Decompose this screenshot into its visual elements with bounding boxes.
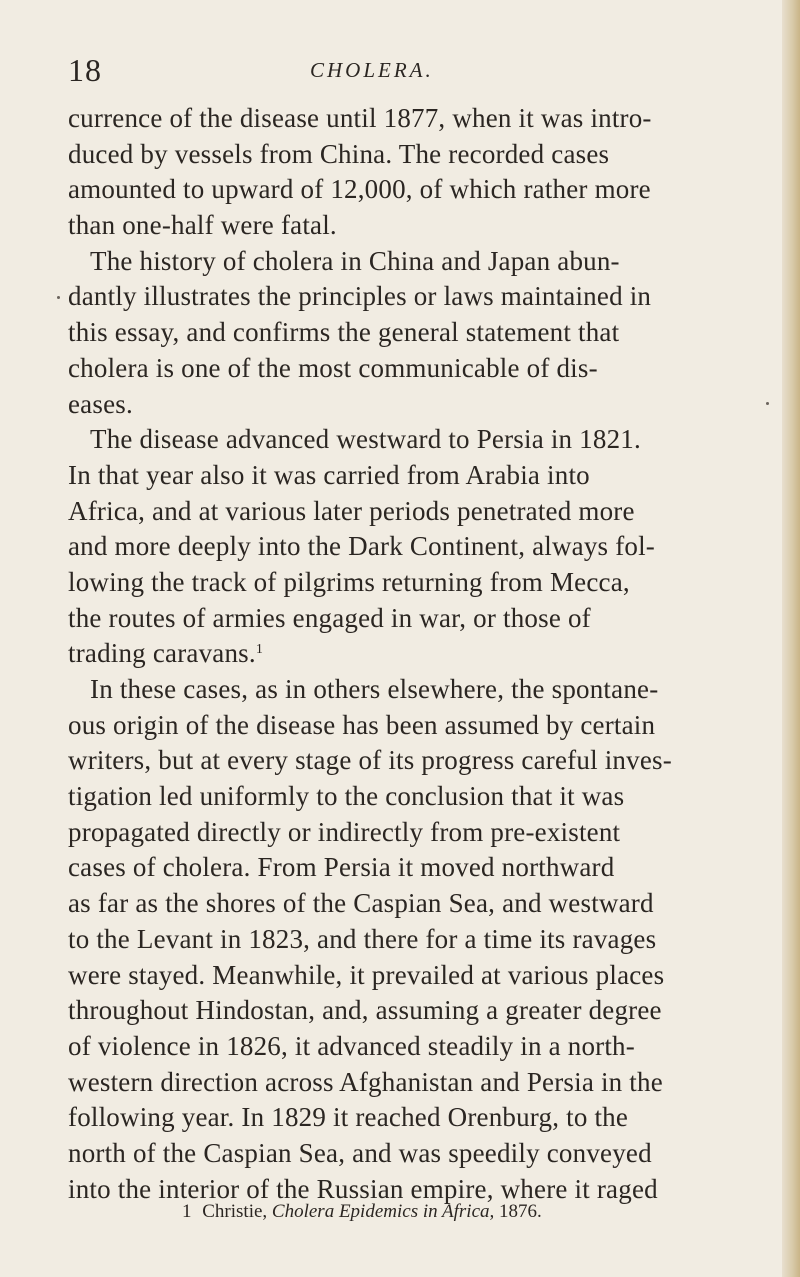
text-line-content: the routes of armies engaged in war, or those of [68, 602, 591, 633]
text-line [68, 815, 738, 851]
text-line [68, 922, 738, 958]
text-line-content: lowing the track of pilgrims returning from Mecca, [68, 566, 630, 597]
text-line-content: and more deeply into the Dark Continent, always fol- [68, 531, 655, 562]
text-line-content: trading caravans. [68, 638, 256, 669]
text-line-content: western direction across Afghanistan and Persia in the [68, 1066, 663, 1097]
text-line-content: dantly illustrates the principles or laws maintained in [68, 281, 652, 312]
running-head: CHOLERA. [310, 58, 434, 82]
text-line-content: than one-half were fatal. [68, 210, 337, 241]
text-line [68, 565, 738, 601]
text-line [68, 422, 738, 458]
text-line [68, 279, 738, 315]
text-line-content: cholera is one of the most communicable of dis- [68, 352, 598, 383]
text-line-content: were stayed. Meanwhile, it prevailed at various places [68, 959, 665, 990]
text-line [68, 779, 738, 815]
text-line-content: into the interior of the Russian empire, where it raged [68, 1173, 658, 1204]
text-line-content: tigation led uniformly to the conclusion that it was [68, 781, 625, 812]
text-line-content: propagated directly or indirectly from pre-existent [68, 816, 621, 847]
text-line [68, 458, 738, 494]
print-speck [766, 402, 769, 405]
text-line-content: writers, but at every stage of its progress careful inves- [68, 745, 672, 776]
text-line-content: eases. [68, 388, 133, 419]
text-line-content: ous origin of the disease has been assumed by certain [68, 709, 656, 740]
body-text [68, 101, 738, 1207]
text-line-content: as far as the shores of the Caspian Sea, and westward [68, 888, 654, 919]
text-line-content: duced by vessels from China. The recorded cases [68, 138, 610, 169]
text-line [68, 993, 738, 1029]
page-number: 18 [68, 52, 102, 88]
text-line-content: throughout Hindostan, and, assuming a greater degree [68, 995, 662, 1026]
text-line-content: In these cases, as in others elsewhere, the spontane- [90, 674, 659, 704]
text-line-content: The history of cholera in China and Japan abun- [90, 245, 620, 276]
footnote [182, 1200, 542, 1224]
footnote-year: 1876. [499, 1201, 542, 1222]
footnote-reference: 1 [255, 642, 264, 658]
text-line [68, 101, 738, 137]
text-line-content: cases of cholera. From Persia it moved northward [68, 852, 615, 883]
page-header [68, 52, 708, 92]
text-line-content: The disease advanced westward to Persia in 1821. [90, 424, 641, 455]
text-line [68, 1029, 738, 1065]
footnote-mark: 1 [182, 1201, 192, 1222]
print-speck [57, 296, 60, 299]
text-line [68, 529, 738, 565]
text-line [68, 244, 738, 280]
text-line [68, 137, 738, 173]
text-line-content: to the Levant in 1823, and there for a time its ravages [68, 923, 657, 954]
text-line-content: of violence in 1826, it advanced steadily in a north- [68, 1030, 635, 1061]
text-line-content: following year. In 1829 it reached Orenburg, to the [68, 1102, 629, 1133]
text-line [68, 636, 738, 672]
footnote-title: Cholera Epidemics in Africa, [271, 1201, 495, 1222]
text-line-content: amounted to upward of 12,000, of which rather more [68, 174, 651, 205]
text-line-content: north of the Caspian Sea, and was speedily conveyed [68, 1137, 652, 1168]
text-line-content: Africa, and at various later periods penetrated more [68, 495, 635, 526]
text-line [68, 172, 738, 208]
text-line [68, 387, 738, 423]
text-line [68, 672, 738, 708]
text-line [68, 850, 738, 886]
text-line [68, 958, 738, 994]
footnote-author: Christie, [202, 1201, 268, 1222]
text-line [68, 208, 738, 244]
text-line-content: currence of the disease until 1877, when it was intro- [68, 103, 652, 133]
text-line-content: this essay, and confirms the general statement that [68, 317, 620, 348]
text-line [68, 315, 738, 351]
text-line-content: In that year also it was carried from Arabia into [68, 459, 590, 490]
text-line [68, 351, 738, 387]
text-line [68, 1136, 738, 1172]
text-line [68, 494, 738, 530]
page-edge [782, 0, 800, 1277]
text-line [68, 1065, 738, 1101]
text-line [68, 708, 738, 744]
text-line [68, 886, 738, 922]
text-line [68, 743, 738, 779]
text-line [68, 1100, 738, 1136]
text-line [68, 601, 738, 637]
